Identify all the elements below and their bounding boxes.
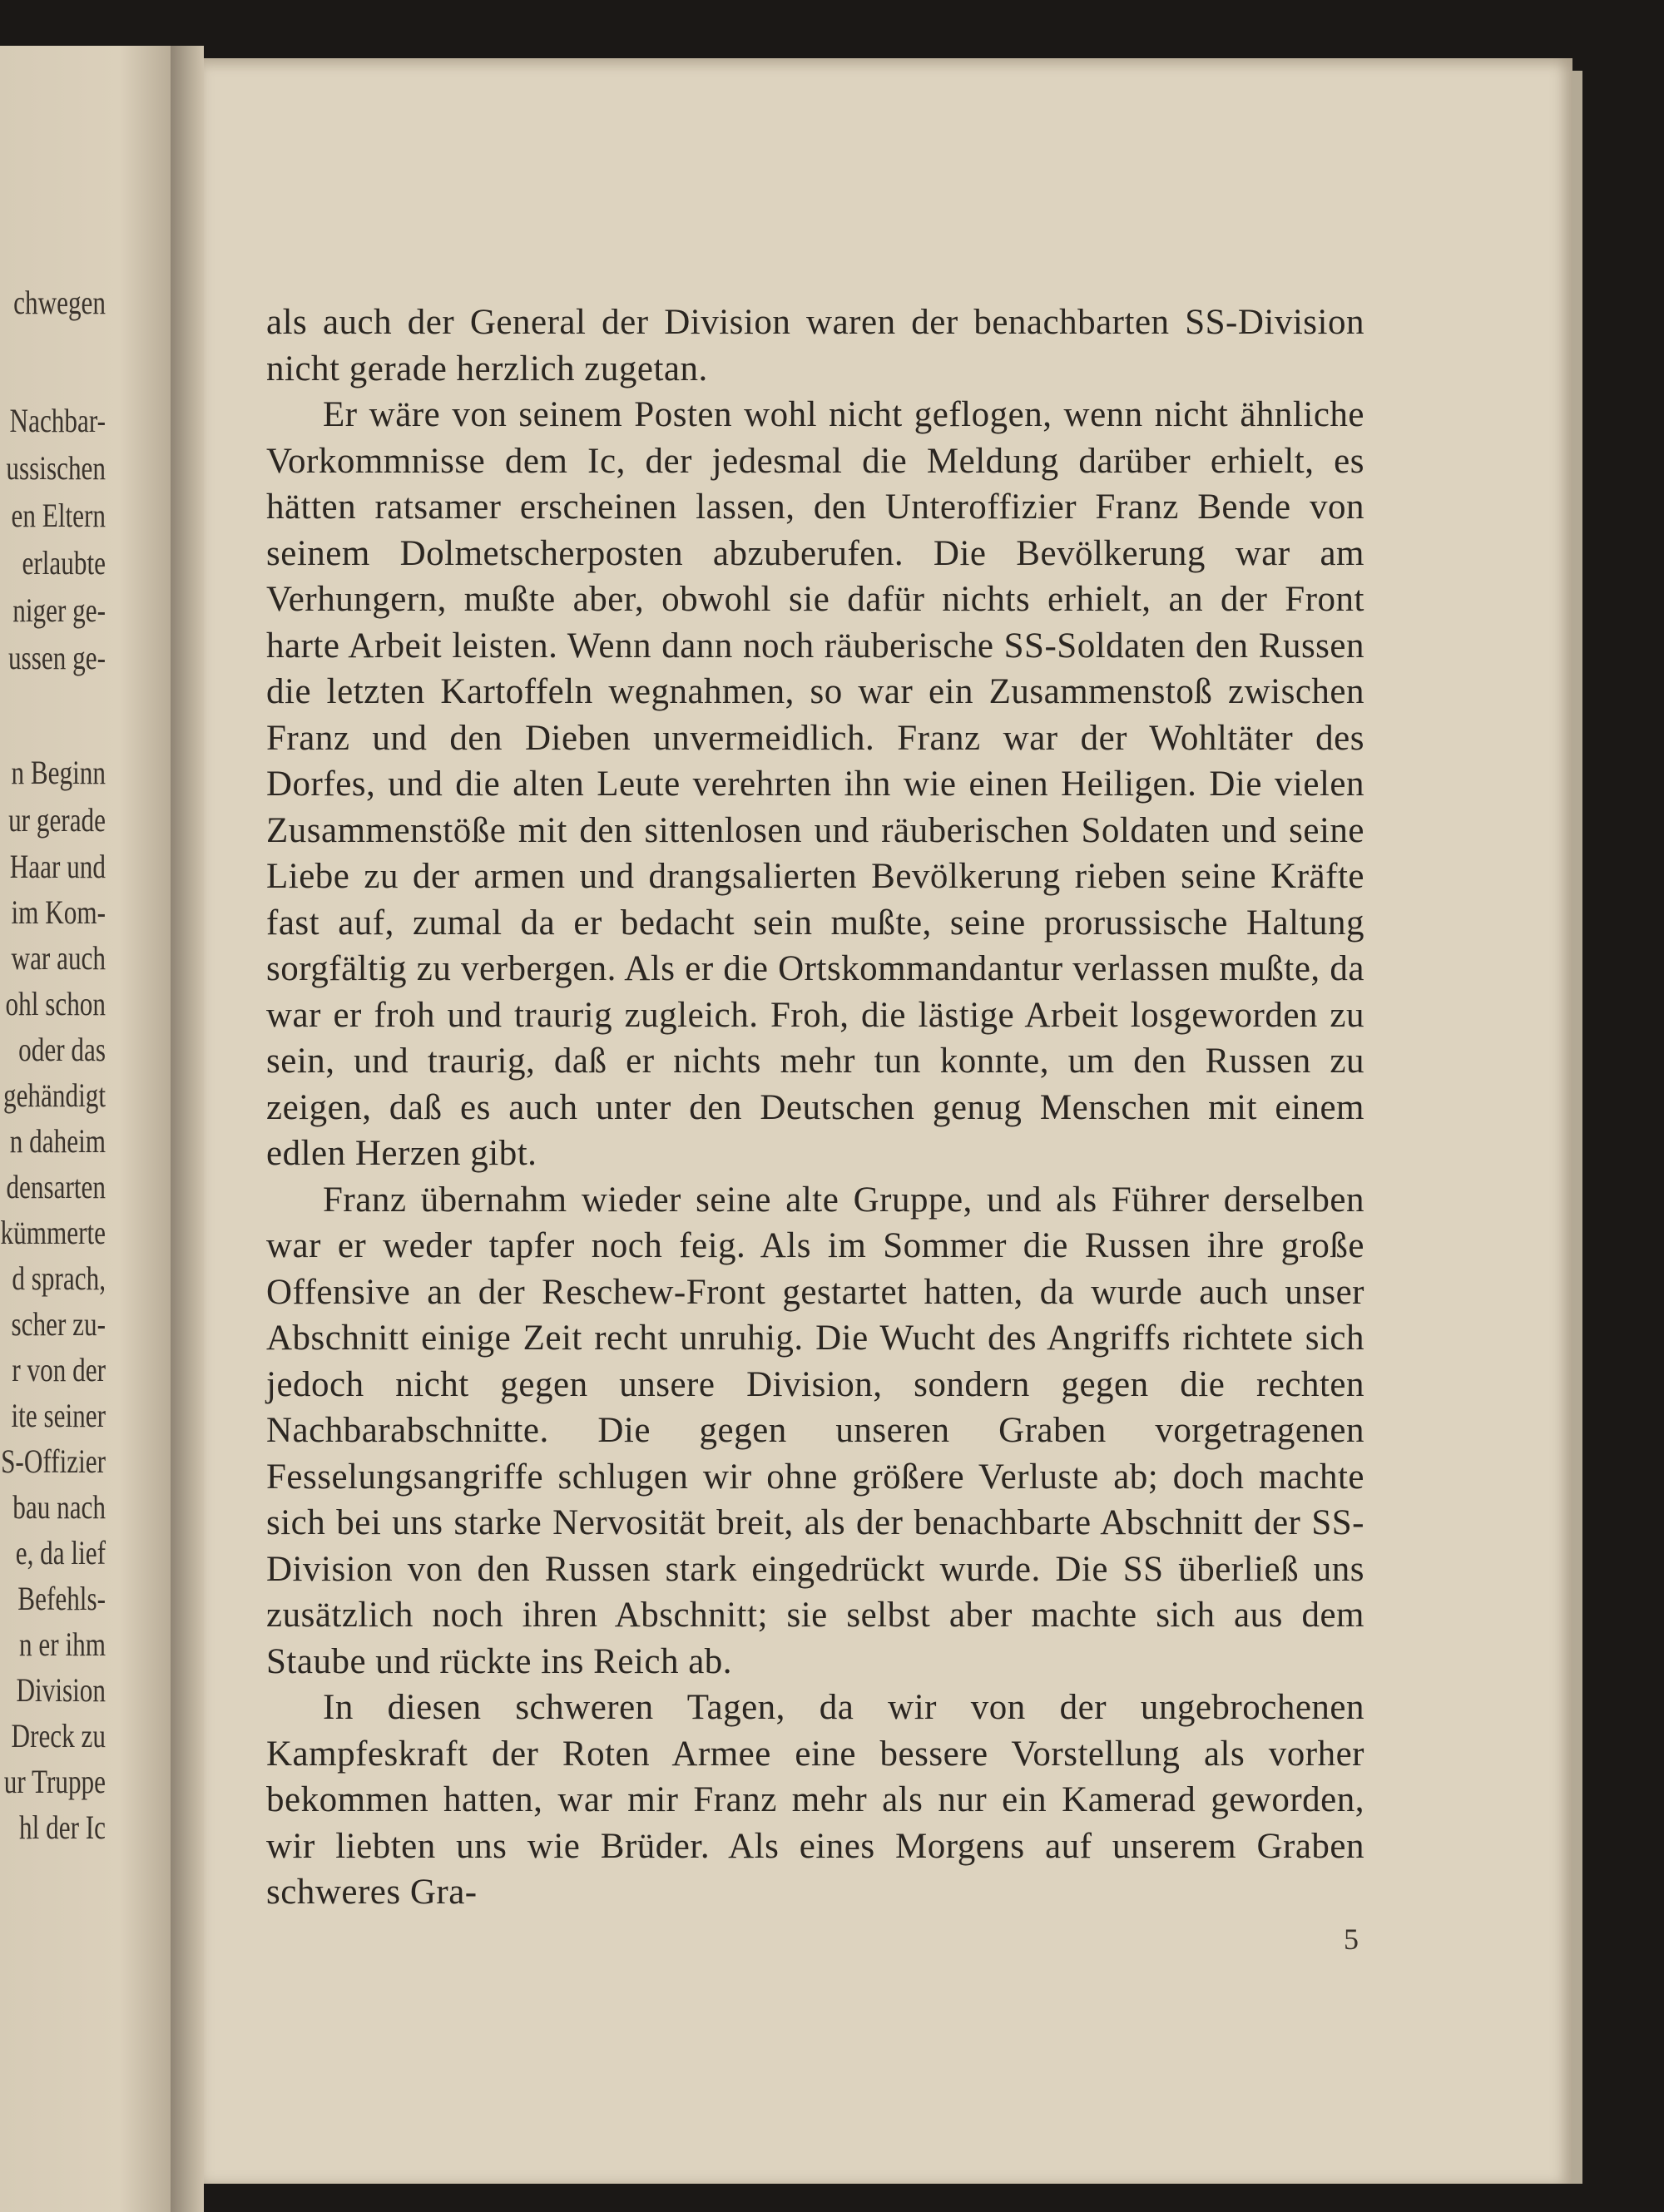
left-page-line: chwegen bbox=[13, 284, 106, 321]
left-page-line: bau nach bbox=[12, 1488, 106, 1526]
left-page-line: n daheim bbox=[9, 1122, 106, 1160]
left-page-line: gehändigt bbox=[2, 1076, 106, 1114]
left-page-line: Haar und bbox=[9, 848, 106, 885]
paragraph: als auch der General der Division waren der benachbarten SS-Division nicht gerade herzlich zugetan. bbox=[266, 303, 1364, 388]
left-page-line: ur gerade bbox=[8, 801, 106, 839]
left-page-line: niger ge- bbox=[12, 591, 106, 629]
book-gutter bbox=[171, 46, 204, 2212]
paragraph: Franz übernahm wieder seine alte Gruppe, und als Führer derselben war er weder tapfer noch feig. Als im Sommer die Russen ihre große Offensive an der Reschew-Front gestartet hatten, da wurde auch unser Abschnitt einige Zeit recht unruhig. Die Wucht des Angriffs richtete sich jedoch nicht gegen unsere Division, sondern gegen die rechten Nachbarabschnitte. Die gegen unseren Graben vorgetragenen Fesselungsangriffe schlugen wir ohne größere Verluste ab; doch machte sich bei uns starke Nervosität breit, als der benachbarte Abschnitt der SS-Division von den Russen stark eingedrückt wurde. Die SS überließ uns zusätzlich noch ihren Abschnitt; sie selbst aber machte sich aus dem Staube und rückte ins Reich ab. bbox=[266, 1180, 1364, 1681]
left-page-line: ussen ge- bbox=[8, 639, 106, 676]
left-page-line: n er ihm bbox=[19, 1626, 106, 1663]
left-page bbox=[0, 46, 171, 2212]
left-page-line: hl der Ic bbox=[19, 1809, 106, 1846]
left-page-line: densarten bbox=[6, 1168, 106, 1205]
page-edge bbox=[1572, 71, 1582, 2184]
left-page-line: erlaubte bbox=[22, 544, 106, 581]
left-page-line: r von der bbox=[12, 1351, 106, 1388]
paragraph: Er wäre von seinem Posten wohl nicht geflogen, wenn nicht ähnliche Vorkommnisse dem Ic, der jedesmal die Meldung darüber erhielt, es hätten ratsamer erscheinen lassen, den Unteroffizier Franz Bende von seinem Dolmetscherposten abzuberufen. Die Bevölkerung war am Verhungern, mußte aber, obwohl sie dafür nichts erhielt, an der Front harte Arbeit leisten. Wenn dann noch räuberische SS-Soldaten den Russen die letzten Kartoffeln wegnahmen, so war ein Zusammenstoß zwischen Franz und den Dieben unvermeidlich. Franz war der Wohltäter des Dorfes, und die alten Leute verehrten ihn wie einen Heiligen. Die vielen Zusammenstöße mit den sittenlosen und räuberischen Soldaten und seine Liebe zu der armen und drangsalierten Bevölkerung rieben seine Kräfte fast auf, zumal da er bedacht sein mußte, seine prorussische Haltung sorgfältig zu verbergen. Als er die Ortskommandantur verlassen mußte, da war er froh und traurig zugleich. Froh, die lästige Arbeit losgeworden zu sein, und traurig, daß er nichts mehr tun konnte, um den Russen zu zeigen, daß es auch unter den Deutschen genug Menschen mit einem edlen Herzen gibt. bbox=[266, 395, 1364, 1173]
left-page-line: en Eltern bbox=[11, 497, 106, 534]
left-page-line: ite seiner bbox=[11, 1397, 106, 1434]
left-page-line: Befehls- bbox=[17, 1580, 106, 1617]
left-page-line: ohl schon bbox=[5, 985, 106, 1022]
left-page-line: e, da lief bbox=[15, 1534, 106, 1571]
left-page-line: Nachbar- bbox=[9, 402, 106, 439]
left-page-line: im Kom- bbox=[11, 893, 106, 931]
left-page-line: oder das bbox=[18, 1031, 106, 1068]
left-page-line: kümmerte bbox=[0, 1214, 106, 1251]
left-page-line: ussischen bbox=[6, 449, 106, 487]
left-page-line: war auch bbox=[11, 939, 106, 977]
left-page-line: S-Offizier bbox=[1, 1443, 106, 1480]
body-text bbox=[266, 299, 1364, 1916]
left-page-line: scher zu- bbox=[11, 1305, 106, 1343]
left-page-line: ur Truppe bbox=[3, 1763, 106, 1800]
left-page-line: d sprach, bbox=[12, 1259, 106, 1297]
page-number: 5 bbox=[1344, 1923, 1359, 1956]
left-page-line: Division bbox=[16, 1671, 106, 1709]
left-page-line: n Beginn bbox=[11, 754, 106, 791]
paragraph: In diesen schweren Tagen, da wir von der ungebrochenen Kampfeskraft der Roten Armee eine bessere Vorstellung als vorher bekommen hatten, war mir Franz mehr als nur ein Kamerad geworden, wir liebten uns wie Brüder. Als eines Morgens auf unserem Graben schweres Gra- bbox=[266, 1688, 1364, 1912]
left-page-line: Dreck zu bbox=[11, 1717, 106, 1754]
